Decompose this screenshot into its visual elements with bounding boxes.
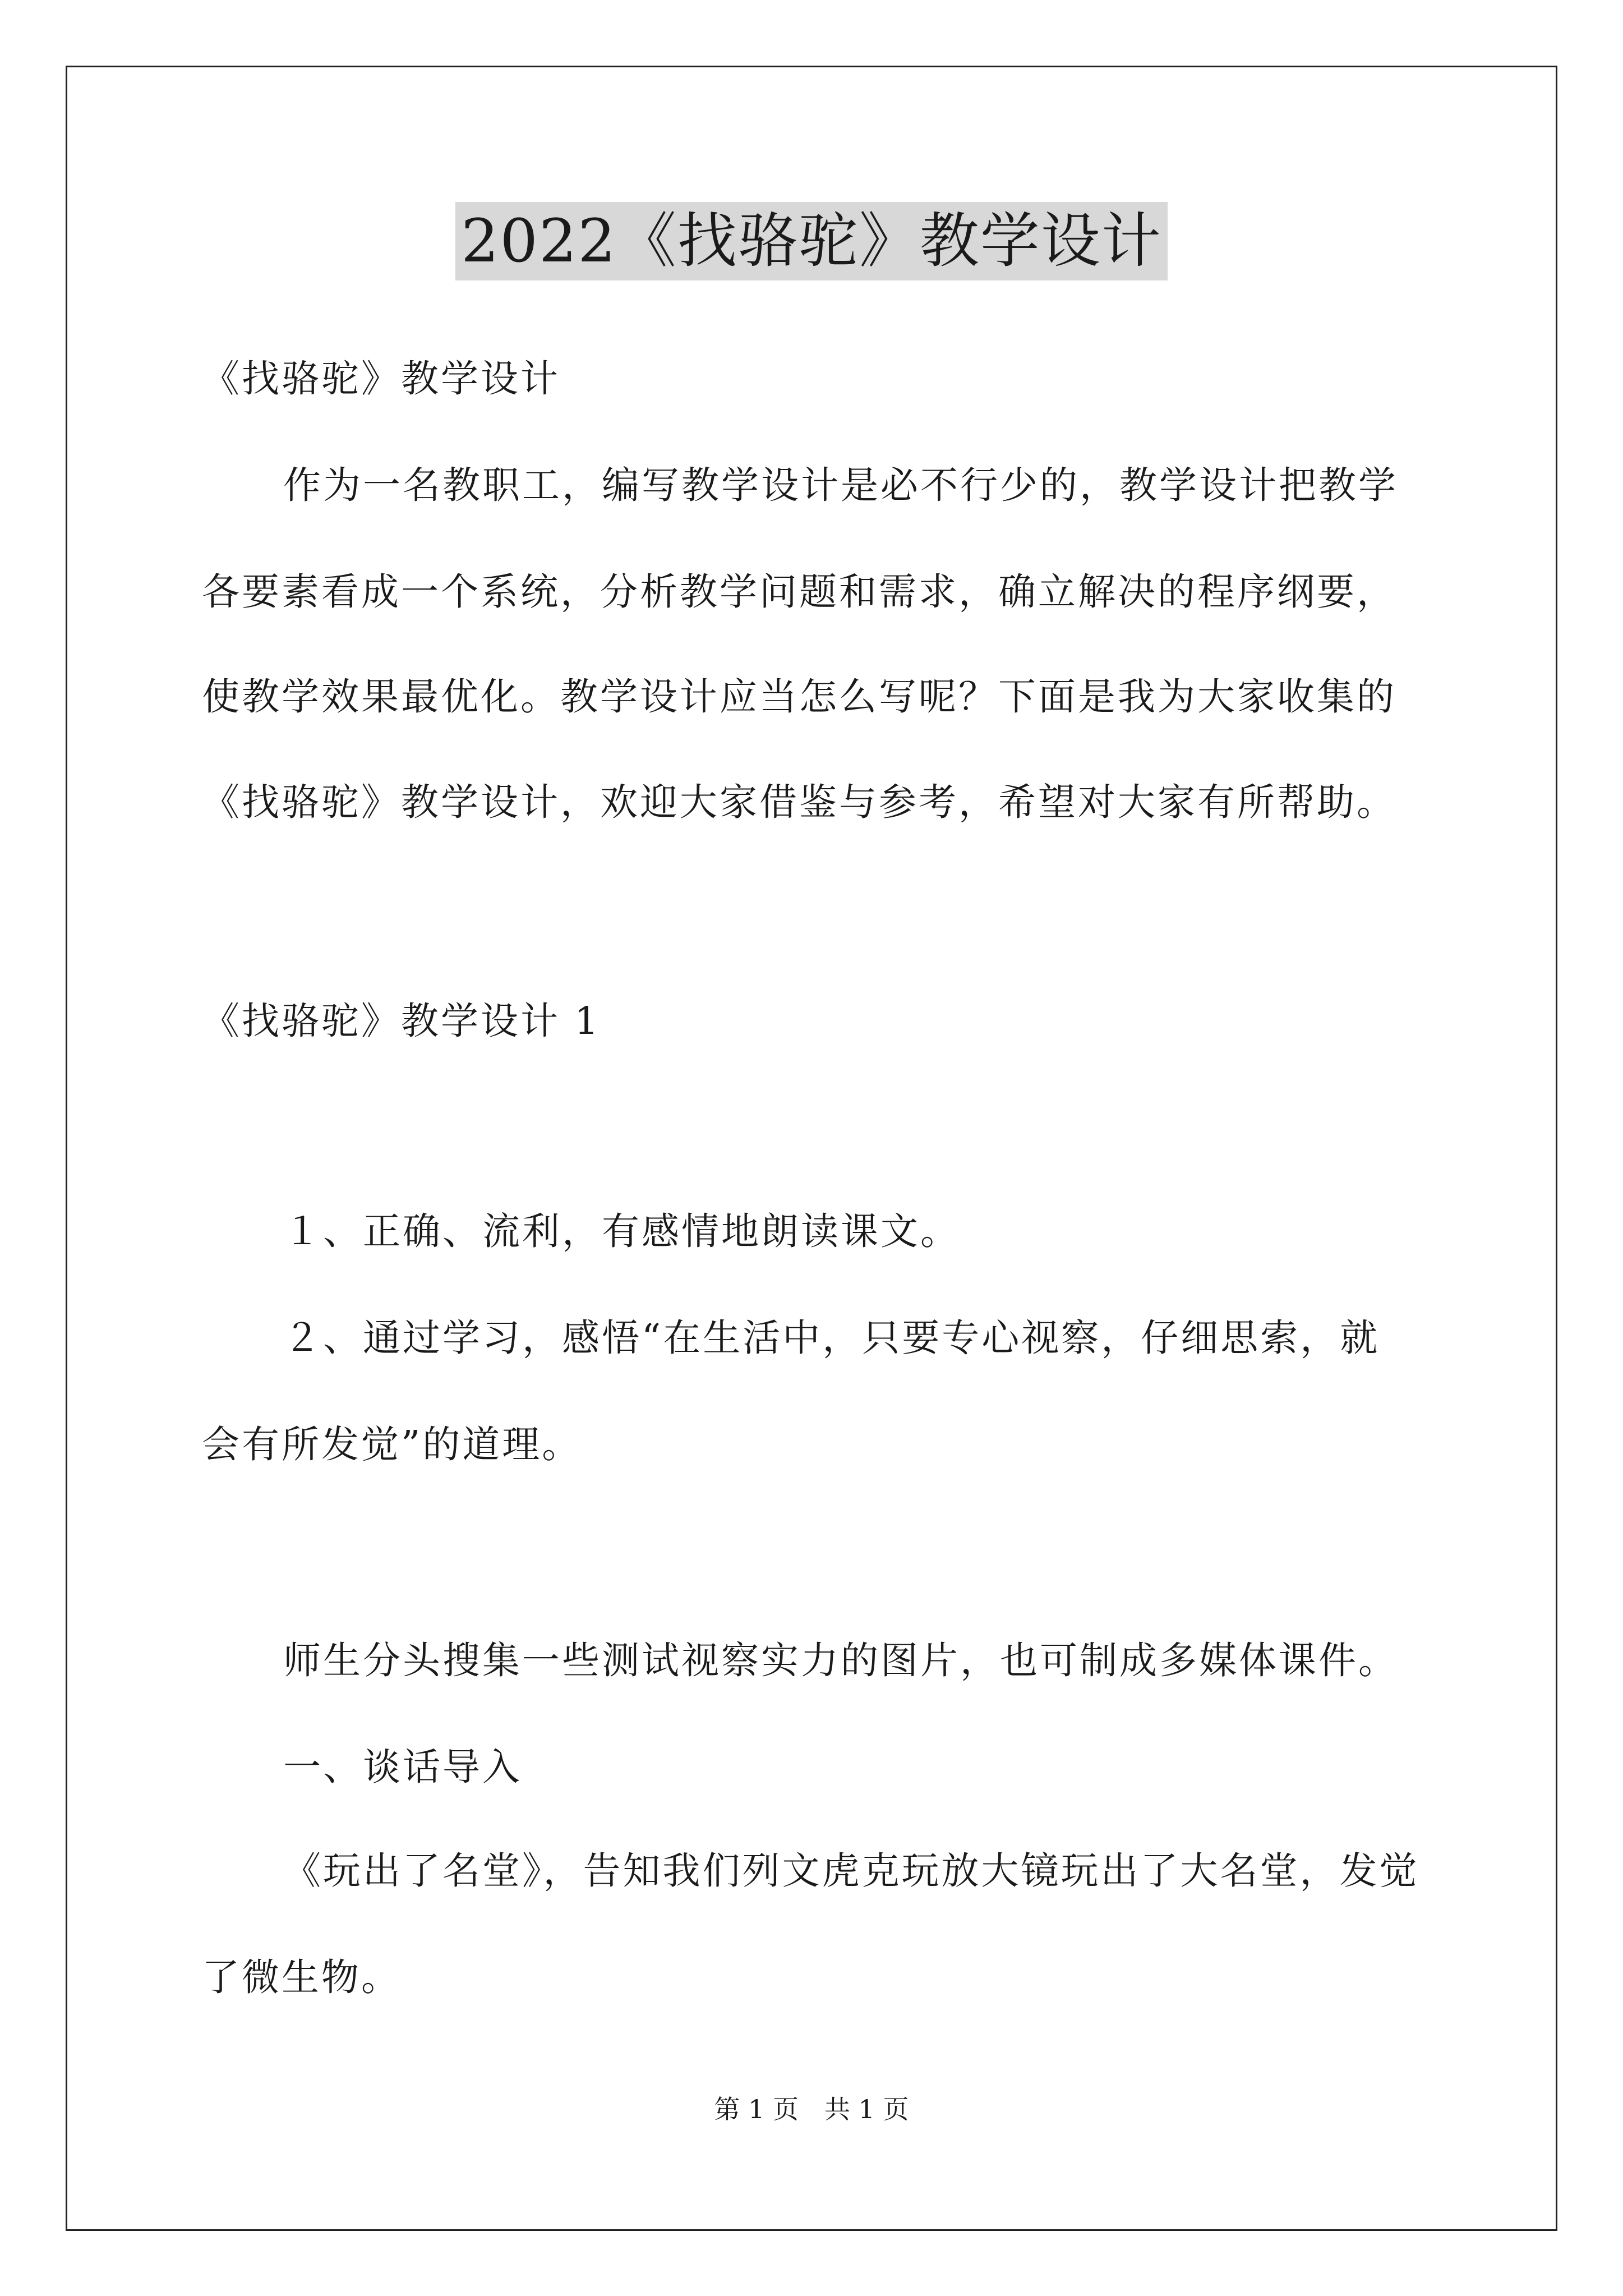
document-title (0, 202, 1623, 280)
section-heading: 《找骆驼》教学设计 1 (202, 999, 601, 1043)
goal-item-1: １、正确、流利，有感情地朗读课文。 (283, 1209, 960, 1253)
goal-item-2-line: 会有所发觉”的道理。 (202, 1423, 582, 1466)
intro-paragraph-line: 作为一名教职工，编写教学设计是必不行少的，教学设计把教学 (283, 463, 1398, 507)
intro-paragraph-line: 使教学效果最优化。教学设计应当怎么写呢？下面是我为大家收集的 (202, 675, 1396, 719)
intro-paragraph-line: 各要素看成一个系统，分析教学问题和需求，确立解决的程序纲要， (202, 570, 1396, 614)
step-paragraph-line: 《玩出了名堂》，告知我们列文虎克玩放大镜玩出了大名堂，发觉 (283, 1849, 1419, 1893)
step-paragraph-line: 了微生物。 (202, 1955, 401, 1999)
document-subtitle: 《找骆驼》教学设计 (202, 357, 560, 401)
goal-item-2-line: ２、通过学习，感悟“在生活中，只要专心视察，仔细思索，就 (283, 1316, 1380, 1360)
document-title-text: 2022《找骆驼》教学设计 (455, 202, 1168, 280)
step-heading: 一、谈话导入 (283, 1745, 522, 1789)
intro-paragraph-line: 《找骆驼》教学设计，欢迎大家借鉴与参考，希望对大家有所帮助。 (202, 780, 1396, 824)
page-footer: 第 1 页 共 1 页 (714, 2094, 909, 2124)
preparation-paragraph: 师生分头搜集一些测试视察实力的图片，也可制成多媒体课件。 (283, 1639, 1398, 1682)
